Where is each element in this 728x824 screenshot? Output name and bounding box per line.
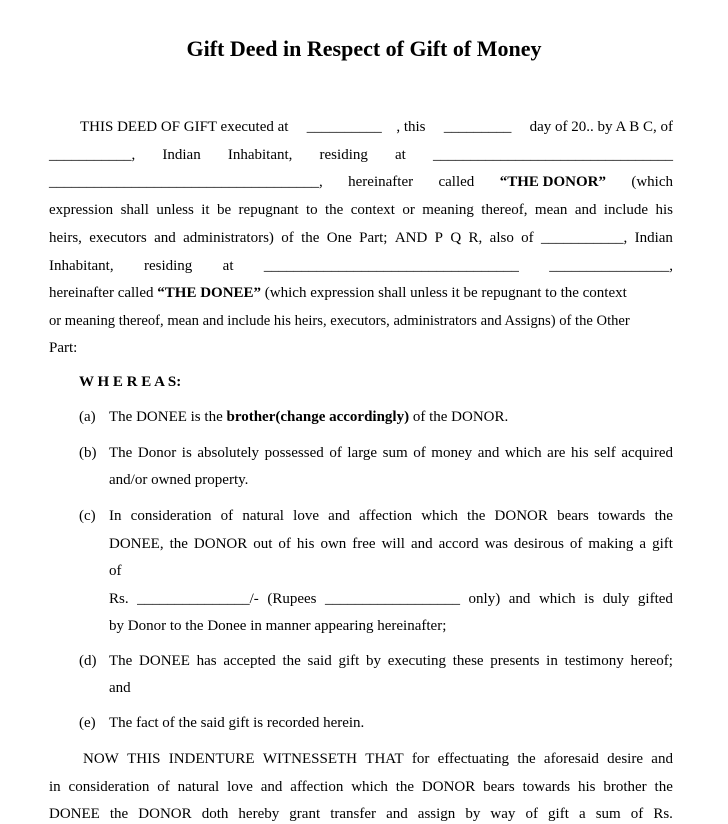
word: are (547, 445, 566, 461)
word: In (109, 508, 122, 524)
word: self (594, 445, 616, 461)
word: his (571, 445, 589, 461)
word: grant (289, 806, 321, 822)
item-a-bold: brother(change accordingly) (226, 409, 410, 425)
word: the (169, 536, 188, 552)
word: and (328, 508, 350, 524)
word: of (413, 445, 426, 461)
word: Indian (634, 230, 673, 246)
word: his (655, 202, 673, 218)
the-donor-label: “THE DONOR” (499, 174, 606, 190)
word: has (196, 653, 217, 669)
word: way (490, 806, 516, 822)
word: doth (201, 806, 229, 822)
document-title: Gift Deed in Respect of Gift of Money (186, 36, 542, 61)
word: NOW (83, 751, 119, 767)
word: towards (522, 779, 571, 795)
word: be (216, 202, 232, 218)
item-b-line2: and/or owned property. (109, 472, 249, 488)
word: affection (359, 508, 413, 524)
item-b-label: (b) (79, 445, 97, 461)
para1-line1-text-b: , this (396, 119, 430, 135)
word: aforesaid (543, 751, 599, 767)
word: is (181, 445, 192, 461)
donee-address-blank: __________________________________ (263, 258, 519, 274)
word: will (381, 536, 405, 552)
word: consideration (130, 508, 212, 524)
word: (which (631, 174, 673, 190)
word: residing (319, 147, 368, 163)
word: DONOR (138, 806, 192, 822)
word: large (347, 445, 378, 461)
para1-line8: or meaning thereof, mean and include his heirs, executors, administrators and Assigns) of the Other (49, 313, 630, 329)
word: brother (603, 779, 647, 795)
word: AND (394, 230, 428, 246)
word: desirous (513, 536, 564, 552)
word: natural (242, 508, 284, 524)
item-d-label: (d) (79, 653, 97, 669)
the-donee-label: “THE DONEE” (157, 285, 262, 301)
word: of (569, 536, 583, 552)
word: Indian (162, 147, 201, 163)
word: desire (607, 751, 643, 767)
word: only) (468, 591, 501, 607)
word: Q (450, 230, 462, 246)
word: for (411, 751, 430, 767)
day-blank: _________ (443, 119, 512, 135)
word: expression (49, 202, 114, 218)
word: free (352, 536, 376, 552)
word: said (307, 653, 332, 669)
item-a-text (109, 407, 508, 427)
word: the (395, 779, 415, 795)
word: The (109, 445, 133, 461)
word: duly (602, 591, 630, 607)
para1-line6 (49, 256, 673, 276)
word: and (574, 202, 597, 218)
word: meaning (422, 202, 474, 218)
para1-line4 (49, 200, 673, 220)
word: DONOR (421, 779, 476, 795)
word: at (222, 258, 234, 274)
word: accepted (223, 653, 276, 669)
word: consideration (68, 779, 150, 795)
line-text: (which expression shall unless it be repugnant to the context (261, 285, 627, 301)
word: _______________/- (137, 591, 259, 607)
item-d-line2: and (109, 680, 131, 696)
word: of (278, 536, 291, 552)
word: repugnant (238, 202, 299, 218)
word: gift (548, 806, 569, 822)
word: of (630, 806, 644, 822)
word: and (410, 536, 433, 552)
word: love (293, 508, 319, 524)
word: love (227, 779, 253, 795)
word: of (525, 806, 538, 822)
word: the (654, 779, 673, 795)
para1-line9: Part: (49, 340, 78, 356)
para1-line1 (80, 117, 673, 137)
item-a-label: (a) (79, 409, 96, 425)
word: towards (597, 508, 646, 524)
para1-line7 (49, 283, 627, 303)
donor-city-blank: ___________, (49, 147, 136, 163)
word: bears (557, 508, 589, 524)
word: was (484, 536, 508, 552)
item-c-line4 (109, 589, 673, 609)
para1-line5 (49, 228, 673, 248)
word: gifted (637, 591, 673, 607)
donor-address-blank-2: ____________________________________, (49, 174, 323, 190)
word: sum (595, 806, 621, 822)
word: at (394, 147, 406, 163)
word: affection (290, 779, 344, 795)
word: bears (483, 779, 515, 795)
word: the (109, 806, 129, 822)
word: accord (438, 536, 479, 552)
word: the (282, 653, 301, 669)
word: out (253, 536, 273, 552)
word: effectuating (437, 751, 510, 767)
word: shall (120, 202, 149, 218)
whereas-heading: W H E R E A S: (79, 374, 182, 390)
word: ___________, (541, 230, 628, 246)
word: presents (490, 653, 540, 669)
word: Donor (137, 445, 177, 461)
word: mean (534, 202, 568, 218)
word: or (402, 202, 415, 218)
word: assign (417, 806, 456, 822)
word: to (305, 202, 318, 218)
word: hereinafter (348, 174, 414, 190)
item-c-line3: of (109, 563, 122, 579)
word: by (465, 806, 481, 822)
word: natural (177, 779, 220, 795)
word: of (329, 445, 342, 461)
word: making (588, 536, 634, 552)
donor-address-blank: ________________________________ (432, 147, 673, 163)
word: DONEE (139, 653, 190, 669)
word: THIS (127, 751, 161, 767)
word: gift (338, 653, 360, 669)
word: of (521, 230, 534, 246)
word: (Rupees (267, 591, 317, 607)
word: Part; (359, 230, 388, 246)
word: which (421, 508, 458, 524)
word: which (504, 445, 542, 461)
word: and (477, 445, 500, 461)
word: DONEE (49, 806, 100, 822)
word: executing (387, 653, 447, 669)
para1-line1-text-a: THIS DEED OF GIFT executed at (80, 119, 293, 135)
word: testimony (564, 653, 624, 669)
word: the (517, 751, 536, 767)
word: his (296, 536, 315, 552)
word: INDENTURE (168, 751, 255, 767)
word: it (201, 202, 210, 218)
word: in (546, 653, 558, 669)
item-a-text-pre: The DONEE is the (109, 409, 227, 425)
word: and (508, 591, 531, 607)
word: called (438, 174, 475, 190)
word: acquired (621, 445, 673, 461)
word: gift (652, 536, 673, 552)
word: and (154, 230, 176, 246)
word: DONEE, (109, 536, 164, 552)
word: of (281, 230, 294, 246)
donee-address-blank-2: ________________, (549, 258, 673, 274)
word: is (584, 591, 595, 607)
word: the (654, 508, 673, 524)
line-text: hereinafter called (49, 285, 158, 301)
word: in (49, 779, 61, 795)
para2-line2 (49, 777, 673, 797)
word: DONOR (494, 508, 548, 524)
word: own (320, 536, 347, 552)
item-c-line2 (109, 534, 673, 554)
word: administrators) (183, 230, 274, 246)
word: __________________ (325, 591, 461, 607)
word: One (326, 230, 352, 246)
word: heirs, (49, 230, 82, 246)
word: by (366, 653, 381, 669)
word: include (603, 202, 649, 218)
word: thereof, (481, 202, 528, 218)
item-c-label: (c) (79, 508, 96, 524)
item-c-line1 (109, 506, 673, 526)
para2-line3 (49, 804, 673, 824)
word: hereby (238, 806, 280, 822)
word: these (452, 653, 484, 669)
word: of (157, 779, 170, 795)
word: The (109, 653, 133, 669)
para1-line1-text-c: day of 20.. by A B C, of (525, 119, 673, 135)
word: his (577, 779, 596, 795)
item-c-line5: by Donor to the Donee in manner appearing hereinafter; (109, 618, 447, 634)
place-blank: __________ (306, 119, 382, 135)
word: of (220, 508, 234, 524)
word: unless (156, 202, 194, 218)
word: DONOR (193, 536, 248, 552)
word: also (489, 230, 514, 246)
word: absolutely (197, 445, 260, 461)
word: which (538, 591, 576, 607)
word: and (260, 779, 283, 795)
word: Inhabitant, (227, 147, 293, 163)
word: the (467, 508, 486, 524)
word: Rs. (653, 806, 673, 822)
word: context (350, 202, 395, 218)
word: P (434, 230, 444, 246)
word: THAT (365, 751, 404, 767)
word: a (639, 536, 647, 552)
word: hereof; (630, 653, 673, 669)
word: residing (143, 258, 193, 274)
word: the (325, 202, 344, 218)
item-a-text-post: of the DONOR. (409, 409, 509, 425)
word: Inhabitant, (49, 258, 114, 274)
para2-line1 (83, 749, 673, 769)
word: possessed (264, 445, 324, 461)
word: and (651, 751, 673, 767)
word: Rs. (109, 591, 129, 607)
word: which (351, 779, 388, 795)
word: money (431, 445, 473, 461)
word: transfer (330, 806, 376, 822)
word: sum (382, 445, 408, 461)
para1-line2 (49, 145, 673, 165)
word: R, (468, 230, 483, 246)
item-d-line1 (109, 651, 673, 671)
item-e-line1: The fact of the said gift is recorded herein. (109, 715, 365, 731)
item-b-line1 (109, 443, 673, 463)
word: WITNESSETH (262, 751, 357, 767)
word: the (301, 230, 320, 246)
word: and (386, 806, 408, 822)
word: executors (89, 230, 147, 246)
word: a (578, 806, 586, 822)
item-e-label: (e) (79, 715, 96, 731)
para1-line3 (49, 172, 673, 192)
